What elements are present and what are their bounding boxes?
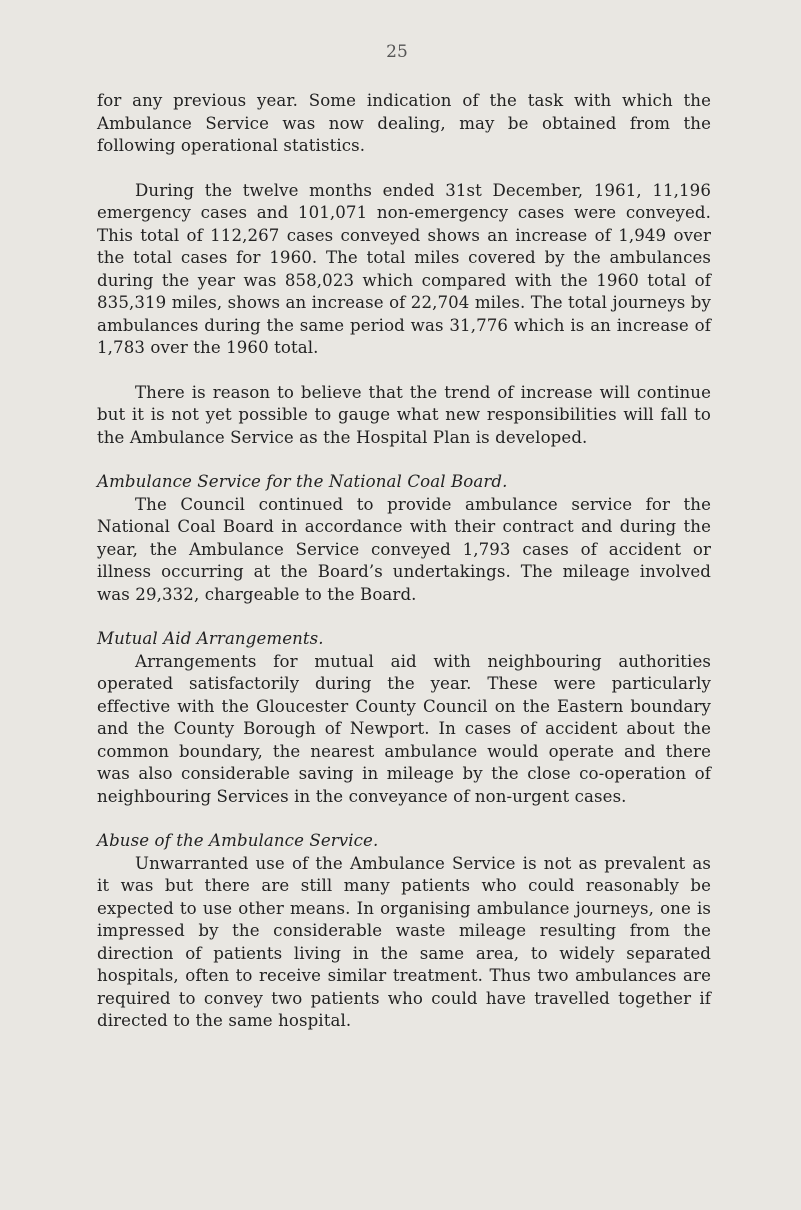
section-coal-board <box>97 471 711 606</box>
section-heading: Abuse of the Ambulance Service. <box>97 831 379 850</box>
section-body: The Council continued to provide ambulance service for the National Coal Board in accordance with their contract and during the year, the Ambulance Service conveyed 1,793 cases of accident or illness occurring at the Board’s undertakings. The mileage involved was 29,332, chargeable to the Board. <box>97 494 711 604</box>
paragraph-continuation: for any previous year. Some indication of the task with which the Ambulance Service was now dealing, may be obtained from the following operational statistics. <box>97 91 711 155</box>
page-number: 25 <box>386 42 408 62</box>
section-abuse <box>97 830 711 1033</box>
section-heading: Ambulance Service for the National Coal Board. <box>97 472 508 491</box>
section-mutual-aid <box>97 628 711 808</box>
paragraph-trend: There is reason to believe that the trend of increase will continue but it is not yet possible to gauge what new responsibilities will fall to the Ambulance Service as the Hospital Plan is developed. <box>97 382 711 447</box>
page-content <box>97 90 711 1055</box>
section-heading: Mutual Aid Arrangements. <box>97 629 324 648</box>
section-body: Arrangements for mutual aid with neighbouring authorities operated satisfactorily during the year. These were particularly effective with the Gloucester County Council on the Eastern boundary and the County Borough of Newport. In cases of accident about the common boundary, the nearest ambulance would operate and there was also considerable saving in mileage by the close co-operation of neighbouring Services in the conveyance of non-urgent cases. <box>97 651 711 806</box>
paragraph-operational-statistics: During the twelve months ended 31st December, 1961, 11,196 emergency cases and 101,071 non-emergency cases were conveyed. This total of 112,267 cases conveyed shows an increase of 1,949 over the total cases for 1960. The total miles covered by the ambulances during the year was 858,023 which compared with the 1960 total of 835,319 miles, shows an increase of 22,704 miles. The total journeys by ambulances during the same period was 31,776 which is an increase of 1,783 over the 1960 total. <box>97 180 711 357</box>
section-body: Unwarranted use of the Ambulance Service is not as prevalent as it was but there are still many patients who could reasonably be expected to use other means. In organising ambulance journeys, one is impressed by the considerable waste mileage resulting from the direction of patients living in the same area, to widely separated hospitals, often to receive similar treatment. Thus two ambulances are required to convey two patients who could have travelled together if directed to the same hospital. <box>97 853 711 1030</box>
